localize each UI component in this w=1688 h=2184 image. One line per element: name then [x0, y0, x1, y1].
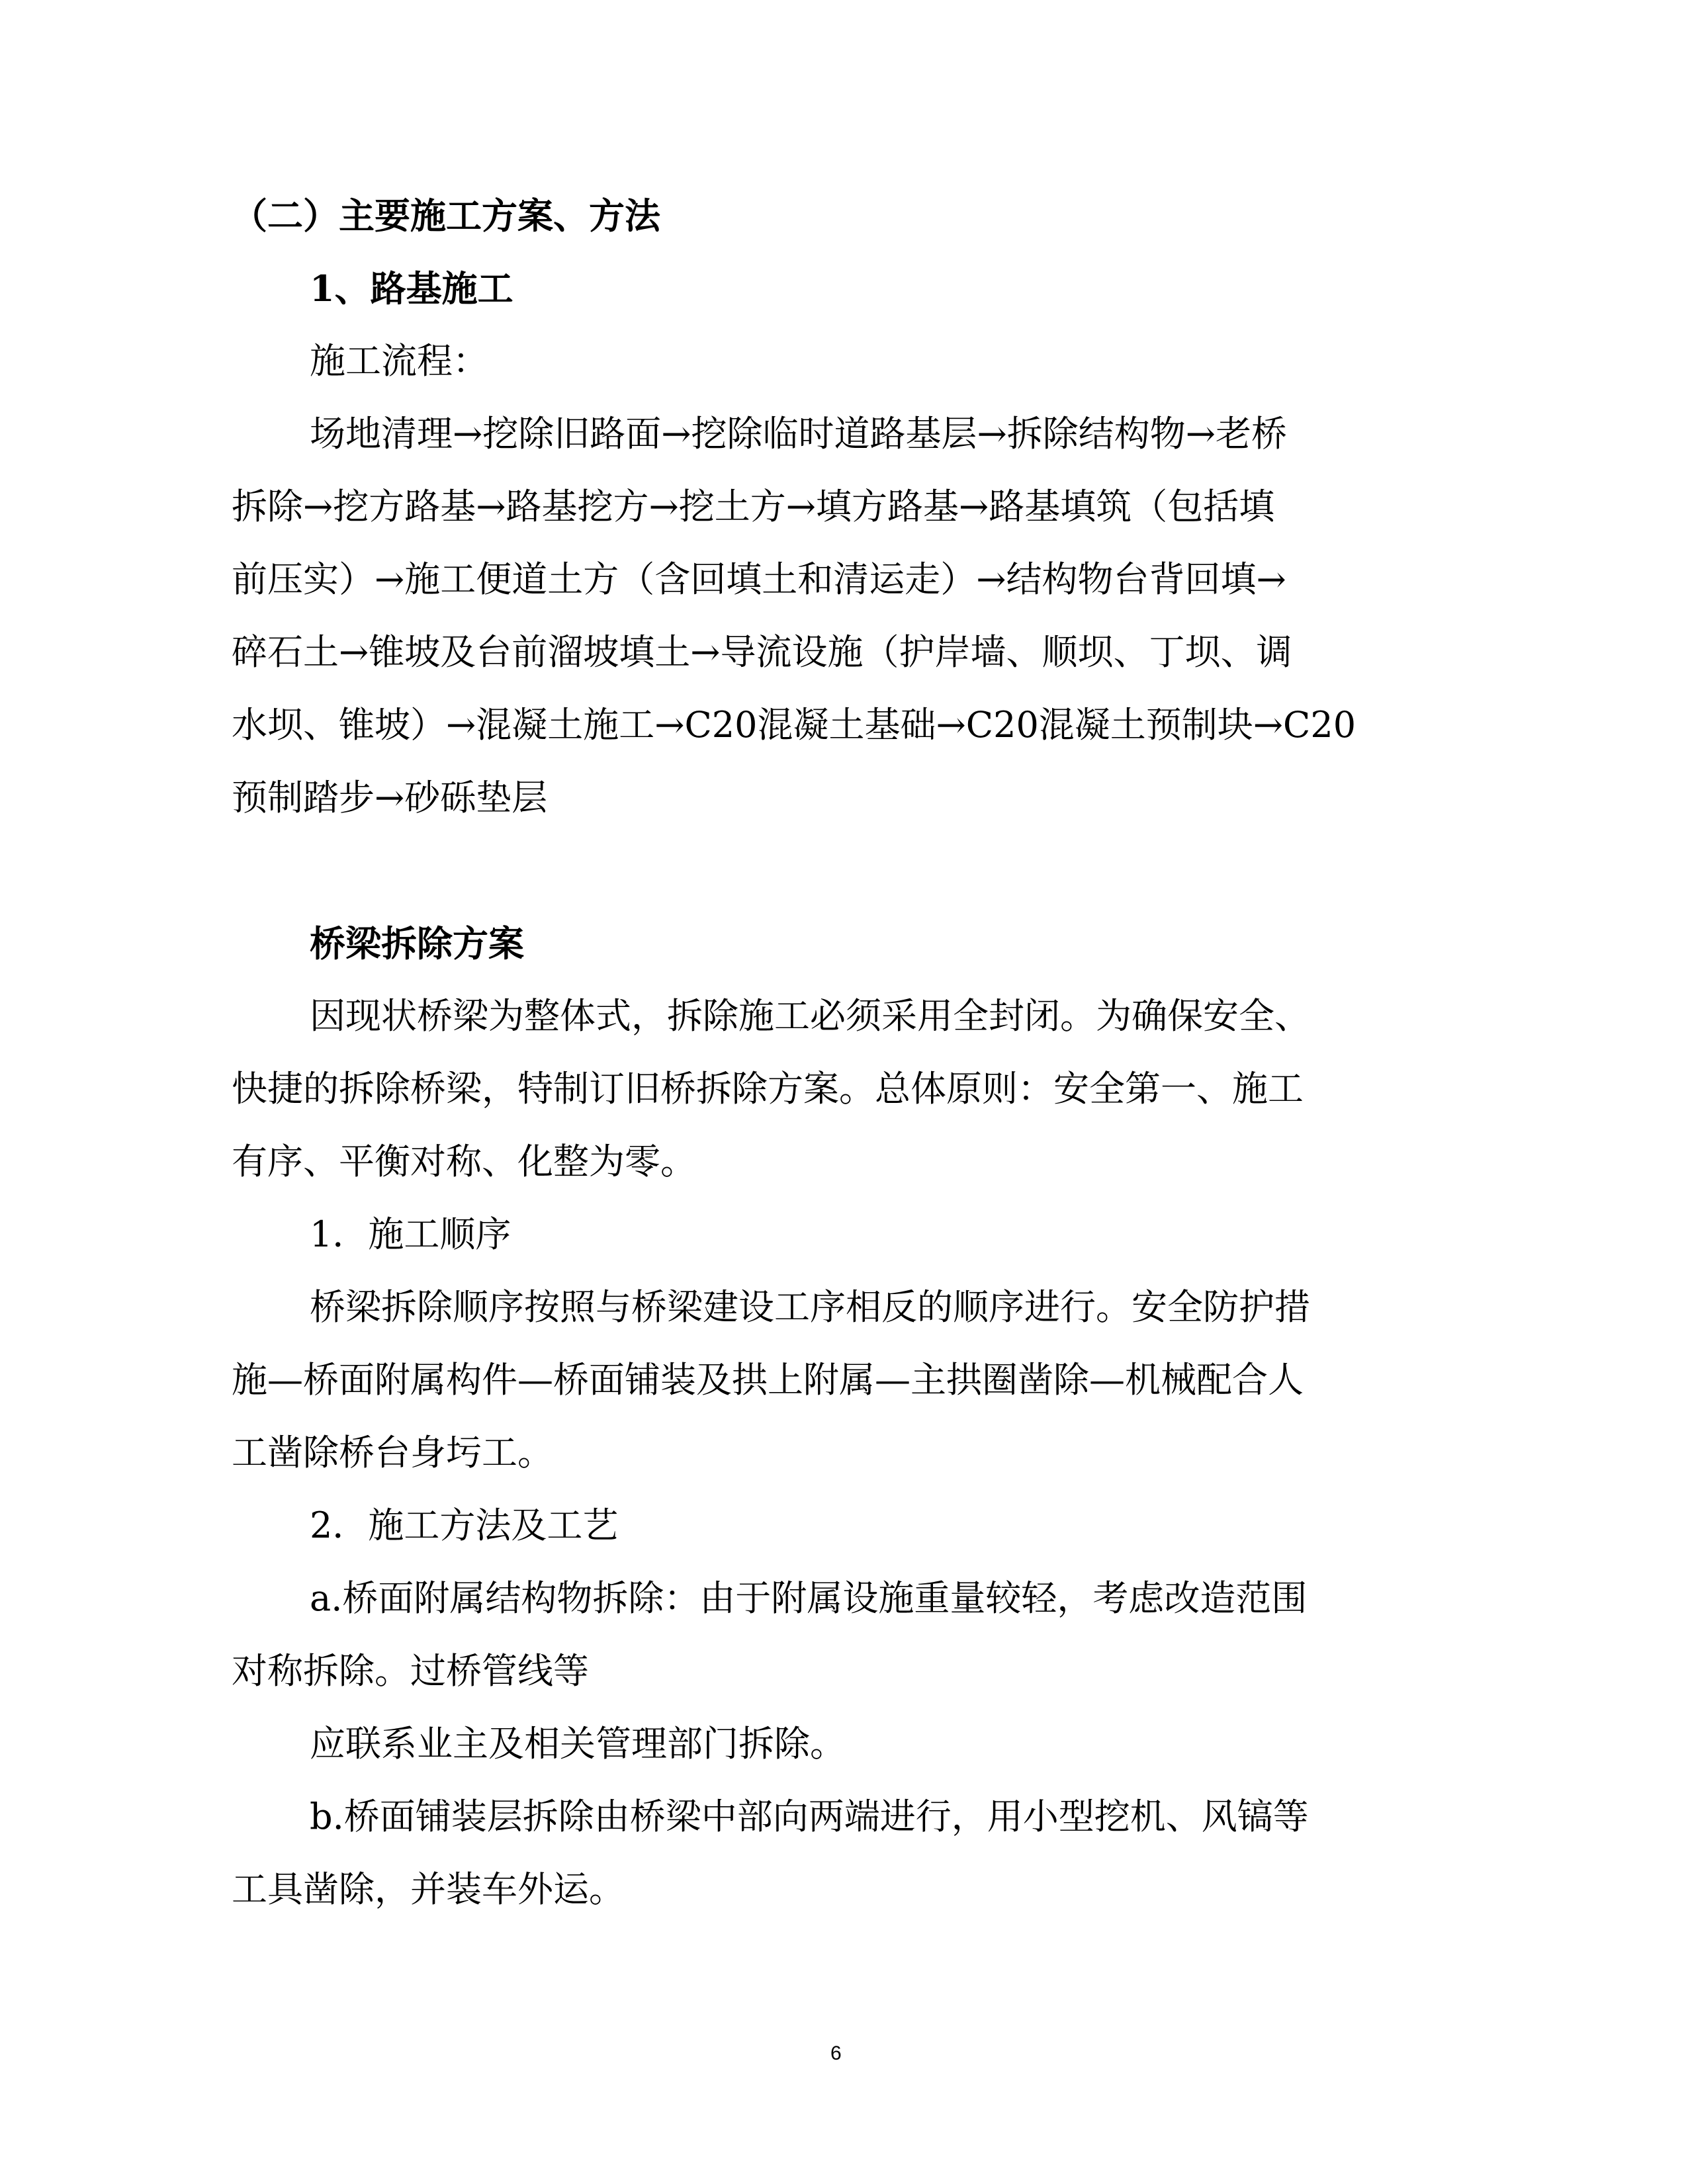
page-number: 6: [830, 2042, 842, 2064]
flow-line: 预制踏步→砂砾垫层: [232, 777, 548, 818]
flow-line: 碎石土→锥坡及台前溜坡填土→导流设施（护岸墙、顺坝、丁坝、调: [232, 631, 1292, 673]
intro-line: 有序、平衡对称、化整为零。: [232, 1141, 696, 1182]
section-heading: （二）主要施工方案、方法: [232, 195, 660, 237]
flow-line: 拆除→挖方路基→路基挖方→挖土方→填方路基→路基填筑（包括填: [232, 486, 1275, 527]
sequence-line: 施—桥面附属构件—桥面铺装及拱上附属—主拱圈凿除—机械配合人: [232, 1359, 1304, 1401]
method-a-line: 对称拆除。过桥管线等: [232, 1650, 589, 1692]
item-2-title: 2．施工方法及工艺: [310, 1505, 619, 1546]
flow-label: 施工流程：: [310, 340, 488, 382]
method-b-line: 工具凿除，并装车外运。: [232, 1868, 625, 1910]
flow-line: 前压实）→施工便道土方（含回填土和清运走）→结构物台背回填→: [232, 558, 1286, 600]
flow-line: 水坝、锥坡）→混凝土施工→C20混凝土基础→C20混凝土预制块→C20: [232, 704, 1356, 746]
sequence-line: 工凿除桥台身圬工。: [232, 1432, 553, 1473]
intro-line: 快捷的拆除桥梁，特制订旧桥拆除方案。总体原则：安全第一、施工: [232, 1068, 1304, 1110]
sequence-line: 桥梁拆除顺序按照与桥梁建设工序相反的顺序进行。安全防护措: [310, 1286, 1310, 1328]
method-b-line: b.桥面铺装层拆除由桥梁中部向两端进行，用小型挖机、风镐等: [310, 1796, 1309, 1837]
intro-line: 因现状桥梁为整体式，拆除施工必须采用全封闭。为确保安全、: [310, 995, 1310, 1037]
method-a-line: a.桥面附属结构物拆除：由于附属设施重量较轻，考虑改造范围: [310, 1577, 1308, 1619]
bridge-heading: 桥梁拆除方案: [310, 922, 524, 965]
flow-line: 场地清理→挖除旧路面→挖除临时道路基层→拆除结构物→老桥: [310, 413, 1287, 455]
subsection-heading: 1、路基施工: [310, 267, 513, 310]
method-a-extra: 应联系业主及相关管理部门拆除。: [310, 1723, 846, 1765]
item-1-title: 1．施工顺序: [310, 1213, 511, 1255]
